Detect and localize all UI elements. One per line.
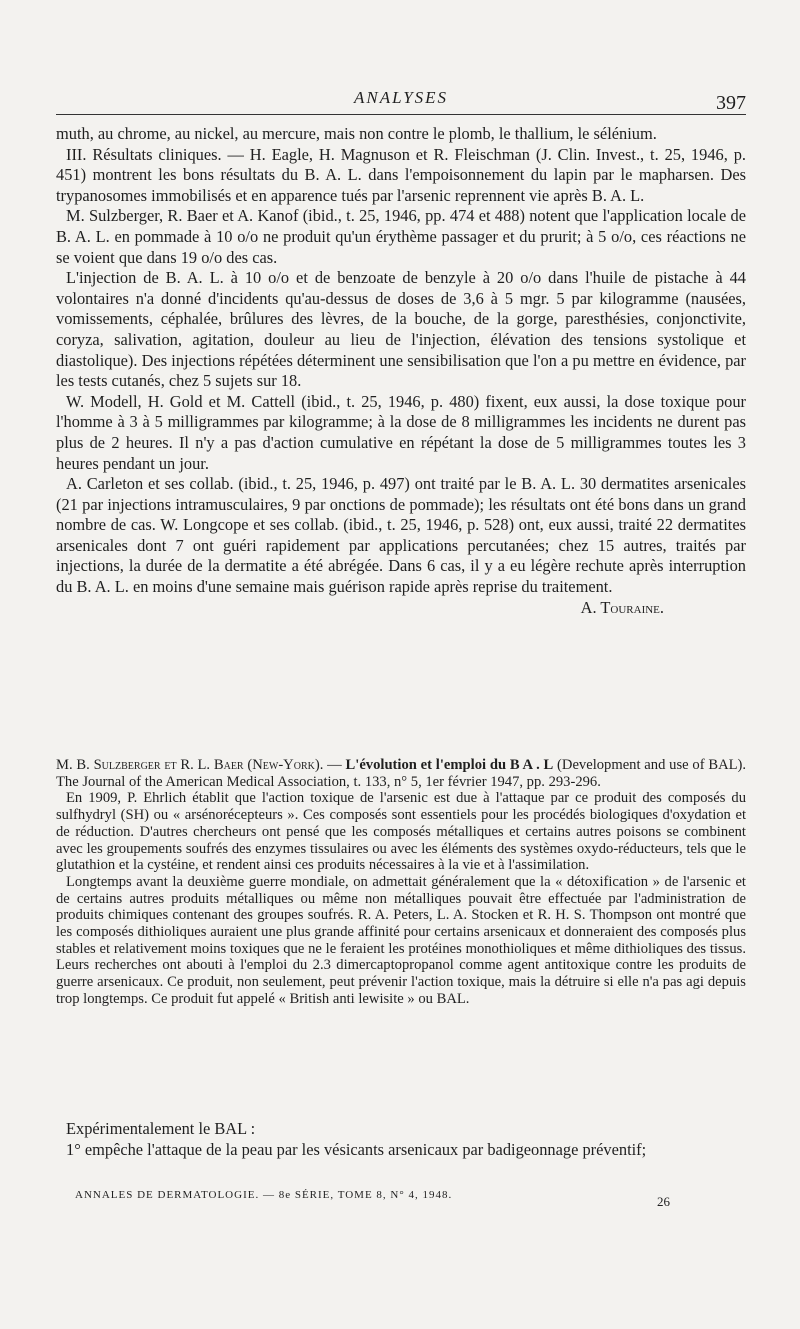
trailing-heading: Expérimentalement le BAL :: [66, 1119, 256, 1138]
body-text: [56, 124, 746, 618]
citation-authors: M. B. Sulzberger et R. L. Baer (New-York). —: [56, 757, 342, 773]
signature-mark: 26: [657, 1194, 670, 1209]
paragraph-injection: L'injection de B. A. L. à 10 o/o et de benzoate de benzyle à 20 o/o dans l'huile de pistache à 44 volontaires n'a donné d'incidents qu'au-dessus de doses de 3,6 à 5 mgr. 5 par kilogramme (nausées, vomissements, céphalée, brûlures des lèvres, de la bouche, de la gorge, paresthésies, conjonctivite, coryza, salivation, agitation, douleur au lieu de l'injection, élévation des tensions systolique et diastolique). Des injections répétées déterminent une sensibilisation que l'on a pu mettre en évidence, par les tests cutanés, chez 5 sujets sur 18.: [56, 268, 746, 391]
page-header: [56, 86, 746, 120]
citation-source: (Development and use of BAL). The Journal of the American Medical Association, t. 133, n° 5, 1er février 1947, pp. 293-296.: [56, 757, 747, 790]
paragraph-clinical-results: III. Résultats cliniques. — H. Eagle, H. Magnuson et R. Fleischman (J. Clin. Invest., t. 25, 1946, p. 451) montrent les bons résultats du B. A. L. dans l'empoisonnement du lapin par le mapharsen. Des trypanosomes immobilisés et en apparence tués par l'arsenic reprennent vie après B. A. L.: [56, 144, 746, 205]
review-paragraph-2: Longtemps avant la deuxième guerre mondiale, on admettait généralement que la « détoxification » de l'arsenic et de certains autres produits métalliques ou même non métalliques pouvait être effectuée par l'administration de produits chimiques contenant des groupes soufrés. R. A. Peters, L. A. Stocken et R. H. S. Thompson ont montré que les composés dithioliques auraient une plus grande affinité pour certains arsenicaux et donneraient des composés plus stables et relativement moins toxiques que ne le feraient les protéines monothioliques et même dithioliques des tissus. Leurs recherches ont abouti à l'emploi du 2.3 dimercaptopropanol comme agent antitoxique contre les produits de guerre arsenicaux. Ce produit, non seulement, peut prévenir l'action toxique, mais la détruire si elle n'a pas agi depuis trop longtemps. Ce produit fut appelé « British anti lewisite » ou BAL.: [56, 873, 746, 1007]
page-footer: ANNALES DE DERMATOLOGIE. — 8e SÉRIE, TOME 8, N° 4, 1948.: [75, 1189, 453, 1201]
running-title: ANALYSES: [353, 88, 449, 107]
author-signature: A. Touraine.: [580, 597, 664, 617]
paragraph-modell: W. Modell, H. Gold et M. Cattell (ibid., t. 25, 1946, p. 480) fixent, eux aussi, la dose toxique pour l'homme à 3 à 5 milligrammes par kilogramme; à la dose de 8 milligrammes les incidents ne durent pas plus de 2 heures. Il n'y a pas d'action cumulative en répétant la dose de 5 milligrammes toutes les 3 heures pendant un jour.: [56, 391, 746, 473]
paragraph-carleton: A. Carleton et ses collab. (ibid., t. 25, 1946, p. 497) ont traité par le B. A. L. 30 dermatites arsenicales (21 par injections intramusculaires, 9 par onctions de pommade); les résultats ont été bons dans un grand nombre de cas. W. Longcope et ses collab. (ibid., t. 25, 1946, p. 528) ont, eux aussi, traité 22 dermatites arsenicales dont 7 ont guéri rapidement par applications percutanées; chez 15 autres, traités par injections, la durée de la dermatite a été abrégée. Dans 6 cas, il y a eu légère rechute après interruption du B. A. L. en moins d'une semaine mais guérison rapide après reprise du traitement.: [56, 474, 746, 597]
review-paragraph-1: En 1909, P. Ehrlich établit que l'action toxique de l'arsenic est due à l'attaque par ce produit des composés du sulfhydryl (SH) ou « arsénorécepteurs ». Ces composés sont essentiels pour les procédés biologiques d'oxydation et de réduction. D'autres chercheurs ont pensé que les composés métalliques et certains autres poisons se combinent avec les groupements soufrés des enzymes tissulaires ou avec les éléments des systèmes oxydo-réducteurs, tels que le glutathion et la cystéine, et rendent ainsi ces produits nécessaires à la vie et à l'assimilation.: [56, 790, 746, 874]
trailing-text: [56, 1118, 746, 1160]
paragraph-1: muth, au chrome, au nickel, au mercure, mais non contre le plomb, le thallium, le sélénium.: [56, 124, 657, 143]
review-citation: [56, 757, 746, 790]
header-rule: [56, 114, 746, 115]
paragraph-sulzberger: M. Sulzberger, R. Baer et A. Kanof (ibid., t. 25, 1946, pp. 474 et 488) notent que l'application locale de B. A. L. en pommade à 10 o/o ne produit qu'un érythème passager et du prurit; à 5 o/o, ces réactions ne se voient que dans 19 o/o des cas.: [56, 206, 746, 267]
trailing-item-1: 1° empêche l'attaque de la peau par les vésicants arsenicaux par badigeonnage préventif;: [66, 1140, 647, 1159]
page-number: 397: [716, 92, 746, 114]
review-section: [56, 757, 746, 1008]
citation-title: L'évolution et l'emploi du B A . L: [345, 757, 554, 773]
